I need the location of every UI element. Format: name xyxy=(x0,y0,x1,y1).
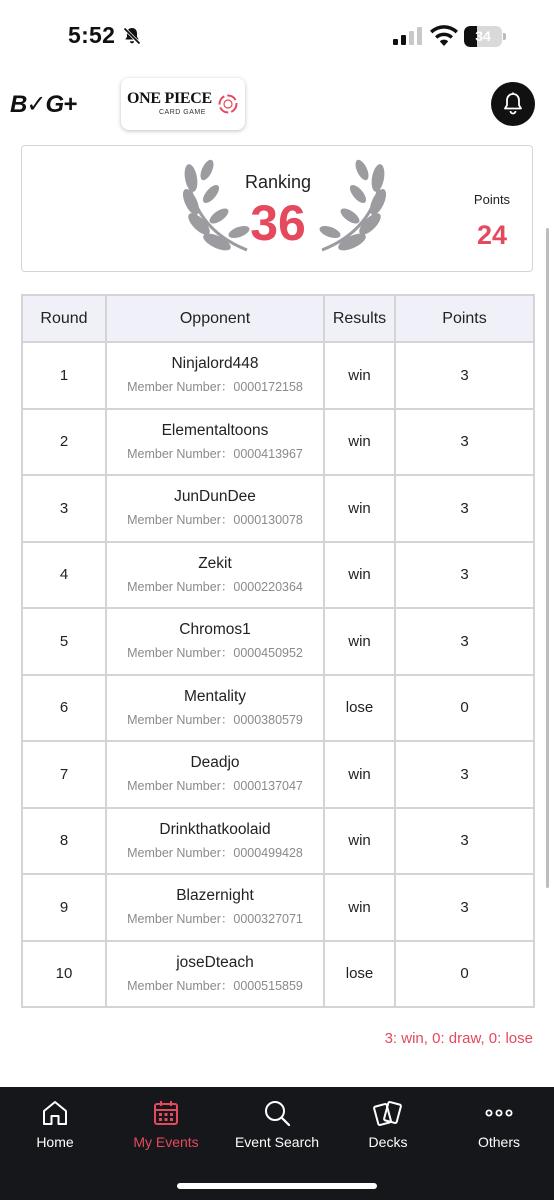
opponent-name: Blazernight xyxy=(176,887,254,905)
points-label: Points xyxy=(473,192,511,207)
points-cell: 3 xyxy=(395,608,534,675)
round-cell: 3 xyxy=(22,475,106,542)
battery-indicator xyxy=(464,26,506,47)
calendar-icon xyxy=(151,1098,181,1128)
opponent-name: Chromos1 xyxy=(179,621,251,639)
table-row xyxy=(22,409,534,476)
game-logo-title: ONE PIECE xyxy=(127,90,212,107)
result-cell: win xyxy=(324,808,395,875)
opponent-cell xyxy=(106,608,324,675)
round-cell: 8 xyxy=(22,808,106,875)
ranking-value: 36 xyxy=(250,195,306,251)
result-cell: lose xyxy=(324,675,395,742)
opponent-cell xyxy=(106,874,324,941)
round-cell: 2 xyxy=(22,409,106,476)
battery-nub xyxy=(503,33,506,40)
member-number: Member Number：0000137047 xyxy=(127,779,303,794)
nav-event-search[interactable] xyxy=(222,1087,332,1157)
result-cell: win xyxy=(324,475,395,542)
member-number: Member Number：0000380579 xyxy=(127,712,303,727)
member-number: Member Number：0000130078 xyxy=(127,513,303,528)
opponent-name: Elementaltoons xyxy=(161,421,269,439)
opponent-name: Ninjalord448 xyxy=(171,355,259,373)
nav-others-label: Others xyxy=(477,1134,520,1150)
table-row xyxy=(22,941,534,1008)
member-number: Member Number：0000450952 xyxy=(127,646,303,661)
result-cell: win xyxy=(324,409,395,476)
round-cell: 7 xyxy=(22,741,106,808)
result-cell: win xyxy=(324,741,395,808)
points-cell: 0 xyxy=(395,941,534,1008)
round-cell: 9 xyxy=(22,874,106,941)
opponent-name: JunDunDee xyxy=(174,488,256,506)
table-row xyxy=(22,675,534,742)
opponent-cell xyxy=(106,542,324,609)
result-cell: win xyxy=(324,874,395,941)
points-cell: 0 xyxy=(395,675,534,742)
member-number: Member Number：0000515859 xyxy=(127,978,303,993)
result-cell: win xyxy=(324,342,395,409)
home-indicator[interactable] xyxy=(177,1183,377,1189)
status-bar xyxy=(0,0,554,70)
game-logo[interactable] xyxy=(121,78,245,130)
nav-event-search-label: Event Search xyxy=(234,1134,320,1150)
points-value: 24 xyxy=(476,220,508,250)
points-cell: 3 xyxy=(395,475,534,542)
member-number: Member Number：0000413967 xyxy=(127,446,303,461)
ranking-card xyxy=(21,145,533,272)
opponent-name: Deadjo xyxy=(190,754,240,772)
points-cell: 3 xyxy=(395,808,534,875)
scrollbar-thumb[interactable] xyxy=(546,228,549,888)
points-cell: 3 xyxy=(395,741,534,808)
result-cell: win xyxy=(324,542,395,609)
opponent-name: Mentality xyxy=(183,687,247,705)
table-header-row xyxy=(22,295,534,342)
opponent-cell xyxy=(106,741,324,808)
home-icon xyxy=(40,1098,70,1128)
round-cell: 1 xyxy=(22,342,106,409)
table-body xyxy=(22,342,534,1007)
header-opponent: Opponent xyxy=(106,295,324,342)
game-logo-emblem-icon xyxy=(217,93,239,115)
game-logo-subtitle: CARD GAME xyxy=(159,109,206,116)
member-number: Member Number：0000327071 xyxy=(127,912,303,927)
member-number: Member Number：0000499428 xyxy=(127,845,303,860)
cellular-signal-icon xyxy=(393,27,423,45)
table-row xyxy=(22,874,534,941)
table-row xyxy=(22,808,534,875)
points-cell: 3 xyxy=(395,342,534,409)
opponent-cell xyxy=(106,409,324,476)
table-row xyxy=(22,342,534,409)
round-cell: 4 xyxy=(22,542,106,609)
table-row xyxy=(22,608,534,675)
member-number: Member Number：0000172158 xyxy=(127,380,303,395)
header-points: Points xyxy=(395,295,534,342)
cards-icon xyxy=(373,1098,403,1128)
opponent-cell xyxy=(106,342,324,409)
member-number: Member Number：0000220364 xyxy=(127,579,303,594)
table-row xyxy=(22,741,534,808)
nav-decks[interactable] xyxy=(333,1087,443,1157)
opponent-name: Zekit xyxy=(198,554,232,572)
status-time: 5:52 xyxy=(68,22,116,48)
brand-logo[interactable]: B✓G+ xyxy=(10,91,77,118)
table-row xyxy=(22,542,534,609)
opponent-name: joseDteach xyxy=(176,953,254,971)
nav-my-events[interactable] xyxy=(111,1087,221,1157)
more-icon xyxy=(484,1098,514,1128)
nav-decks-label: Decks xyxy=(368,1134,408,1150)
opponent-cell xyxy=(106,808,324,875)
wifi-icon xyxy=(430,25,458,46)
points-cell: 3 xyxy=(395,542,534,609)
bell-icon xyxy=(502,92,524,116)
app-header xyxy=(0,74,554,136)
nav-my-events-label: My Events xyxy=(133,1134,199,1150)
points-legend: 3: win, 0: draw, 0: lose xyxy=(384,1030,533,1047)
table-row xyxy=(22,475,534,542)
header-results: Results xyxy=(324,295,395,342)
result-cell: win xyxy=(324,608,395,675)
header-round: Round xyxy=(22,295,106,342)
opponent-cell xyxy=(106,941,324,1008)
result-cell: lose xyxy=(324,941,395,1008)
opponent-name: Drinkthatkoolaid xyxy=(159,820,271,838)
round-cell: 10 xyxy=(22,941,106,1008)
nav-home[interactable] xyxy=(0,1087,110,1157)
bell-muted-icon xyxy=(122,26,142,46)
ranking-label: Ranking xyxy=(244,172,312,192)
points-cell: 3 xyxy=(395,409,534,476)
results-table xyxy=(21,294,535,1008)
nav-others[interactable] xyxy=(444,1087,554,1157)
opponent-cell xyxy=(106,475,324,542)
search-icon xyxy=(262,1098,292,1128)
opponent-cell xyxy=(106,675,324,742)
notification-button[interactable] xyxy=(491,82,535,126)
nav-home-label: Home xyxy=(36,1134,74,1150)
points-cell: 3 xyxy=(395,874,534,941)
battery-level-text: 34 xyxy=(475,28,491,44)
round-cell: 5 xyxy=(22,608,106,675)
round-cell: 6 xyxy=(22,675,106,742)
